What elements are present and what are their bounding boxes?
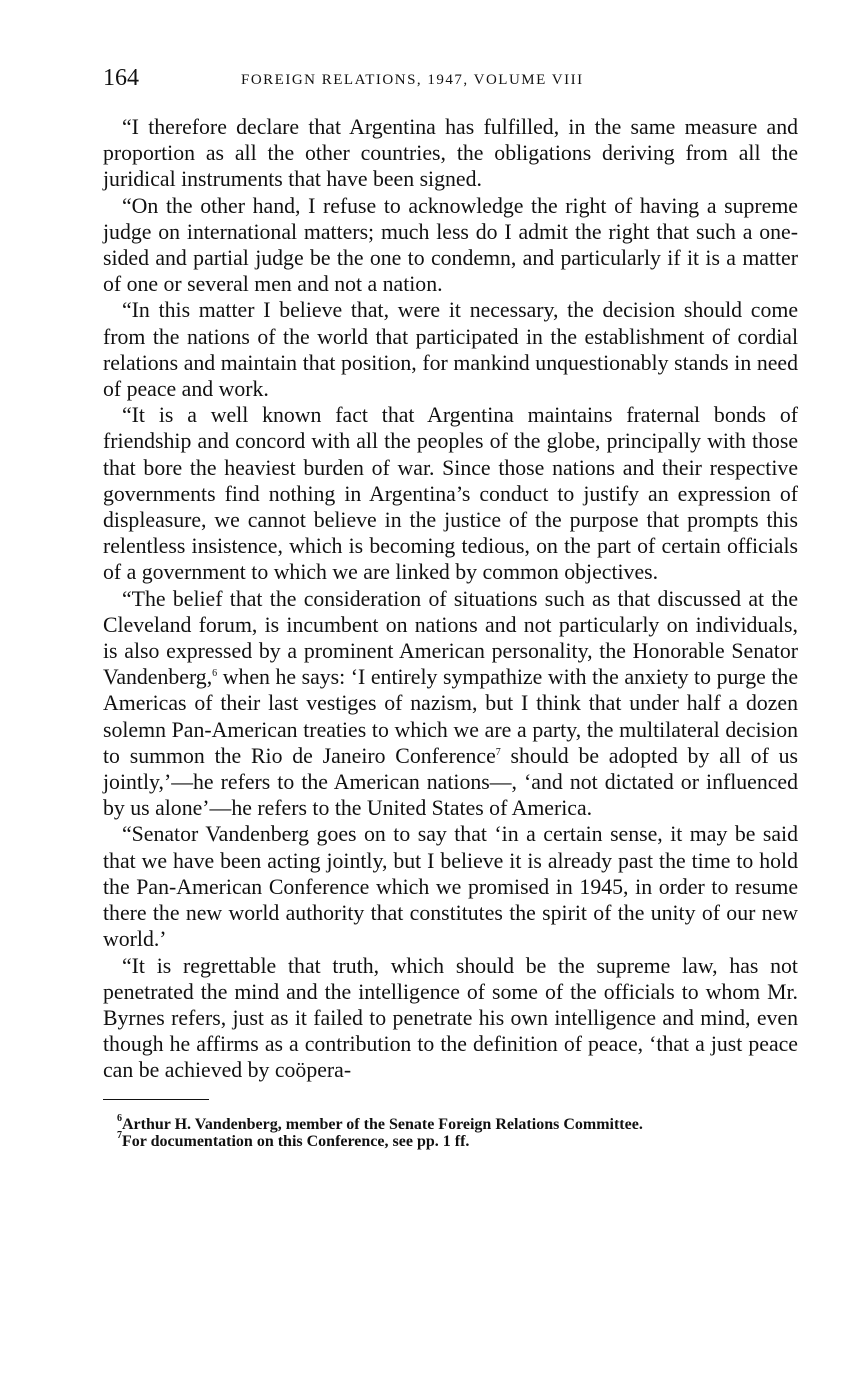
paragraph: “In this matter I believe that, were it necessary, the decision should come from the nations of the world that participated in the establishment of cordial relations and maintain that position, for mankind unquestionably stands in need of peace and work. bbox=[103, 298, 798, 402]
footnote-marker: 7 bbox=[117, 1129, 122, 1141]
paragraph: “The belief that the consideration of situations such as that discussed at the Cleveland forum, is incumbent on nations and not particularly on individuals, is also expressed by a prominent American personality, the Honorable Senator Vandenberg,$^6$ when he says: ‘I entirely sympathize with the anxiety to purge the Americas of their last vestiges of nazism, but I think that under half a dozen solemn Pan-American treaties to which we are a party, the multilateral decision to summon the Rio de Janeiro Conference$^7$ should be adopted by all of us jointly,’—he refers to the American nations—, ‘and not dictated or influenced by us alone’—he refers to the United States of America. bbox=[103, 586, 798, 821]
paragraph: “I therefore declare that Argentina has fulfilled, in the same measure and proportion as all the other countries, the obligations deriving from all the juridical instruments that have been signed. bbox=[103, 115, 798, 192]
footnote-reference[interactable]: 6 bbox=[212, 668, 218, 680]
footnote-reference[interactable]: 7 bbox=[495, 746, 501, 758]
paragraph: “Senator Vandenberg goes on to say that ‘in a certain sense, it may be said that we have been acting jointly, but I believe it is already past the time to hold the Pan-American Conference which we promised in 1945, in order to resume there the new world authority that constitutes the spirit of the unity of our new world.’ bbox=[103, 822, 798, 952]
page-number: 164 bbox=[103, 65, 139, 91]
document-page bbox=[103, 60, 798, 1150]
footnote-divider bbox=[103, 1099, 209, 1100]
paragraph: “It is a well known fact that Argentina maintains fraternal bonds of friendship and concord with all the peoples of the globe, principally with those that bore the heaviest burden of war. Since those nations and their respective governments find nothing in Argentina’s conduct to justify an expression of displeasure, we cannot believe in the justice of the purpose that prompts this relentless insistence, which is becoming tedious, on the part of certain officials of a government to which we are linked by common objectives. bbox=[103, 403, 798, 585]
paragraph: “On the other hand, I refuse to acknowledge the right of having a supreme judge on international matters; much less do I admit the right that such a one-sided and partial judge be the one to condemn, and particularly if it is a matter of one or several men and not a nation. bbox=[103, 193, 798, 297]
page-header bbox=[103, 60, 798, 100]
footnote: $^7$For documentation on this Conference, see pp. 1 ff. bbox=[117, 1129, 470, 1150]
footnote: $^6$Arthur H. Vandenberg, member of the Senate Foreign Relations Committee. bbox=[117, 1112, 643, 1133]
footnotes bbox=[103, 1112, 798, 1150]
running-head: FOREIGN RELATIONS, 1947, VOLUME VIII bbox=[241, 72, 584, 88]
paragraph: “It is regrettable that truth, which should be the supreme law, has not penetrated the mind and the intelligence of some of the officials to whom Mr. Byrnes refers, just as it failed to penetrate his own intelligence and mind, even though he affirms as a contribution to the definition of peace, ‘that a just peace can be achieved by coöpera- bbox=[103, 953, 798, 1083]
footnote-marker: 6 bbox=[117, 1112, 122, 1124]
body-text bbox=[103, 114, 798, 1084]
